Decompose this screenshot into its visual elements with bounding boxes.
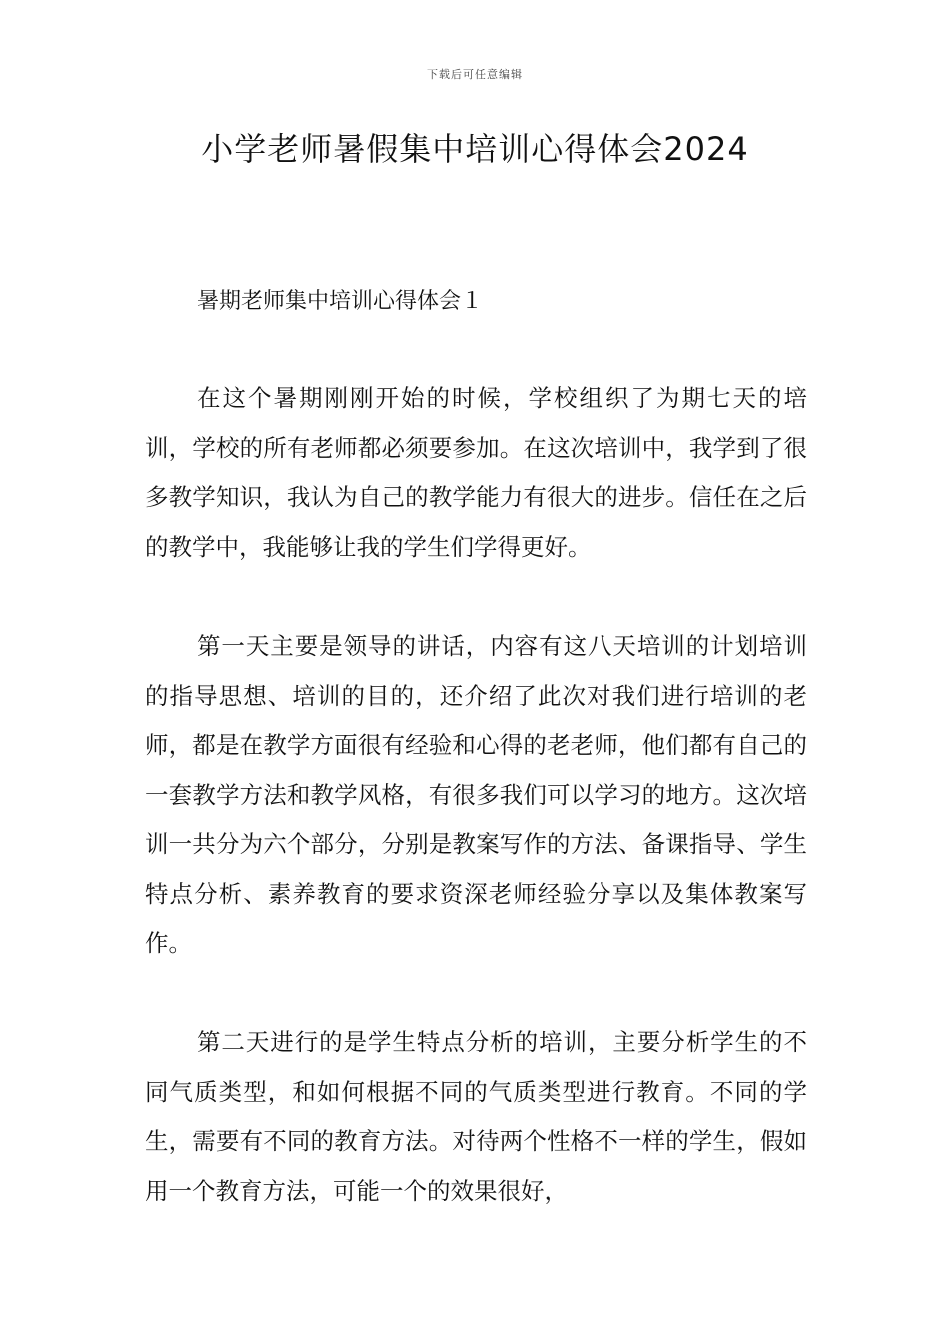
section-heading: 暑期老师集中培训心得体会１ — [197, 289, 484, 314]
body-paragraph-2: 第一天主要是领导的讲话，内容有这八天培训的计划培训的指导思想、培训的目的，还介绍了此次对我们进行培训的老师，都是在教学方面很有经验和心得的老老师，他们都有自己的一套教学方法和教学风格，有很多我们可以学习的地方。这次培训一共分为六个部分，分别是教案写作的方法、备课指导、学生特点分析、素养教育的要求资深老师经验分享以及集体教案写作。 — [145, 632, 807, 957]
body-paragraph-3: 第二天进行的是学生特点分析的培训，主要分析学生的不同气质类型，和如何根据不同的气质类型进行教育。不同的学生，需要有不同的教育方法。对待两个性格不一样的学生，假如用一个教育方法，可能一个的效果很好， — [145, 1028, 807, 1205]
body-paragraph-1: 在这个暑期刚刚开始的时候，学校组织了为期七天的培训，学校的所有老师都必须要参加。在这次培训中，我学到了很多教学知识，我认为自己的教学能力有很大的进步。信任在之后的教学中，我能够让我的学生们学得更好。 — [145, 384, 807, 561]
header-note: 下载后可任意编辑 — [427, 68, 523, 81]
document-title: 小学老师暑假集中培训心得体会2024 — [201, 130, 749, 168]
